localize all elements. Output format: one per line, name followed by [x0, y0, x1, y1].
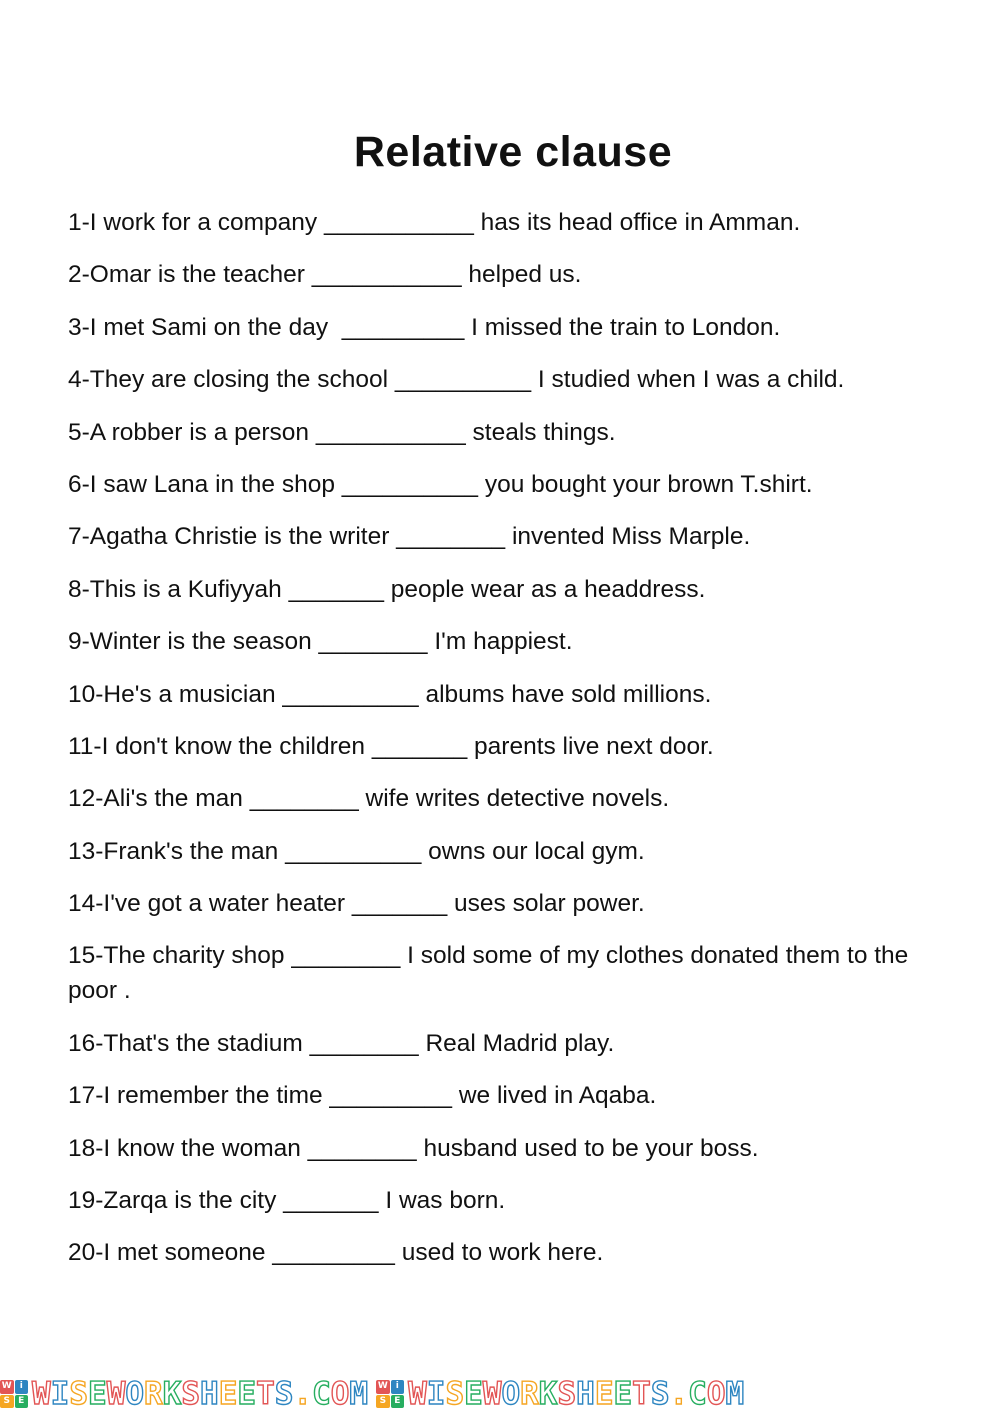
sentence-11: 11-I don't know the children _______ parents live next door.	[68, 732, 714, 760]
sentence-2: 2-Omar is the teacher ___________ helped us.	[68, 261, 582, 289]
sentence-18: 18-I know the woman ________ husband used to be your boss.	[68, 1134, 759, 1162]
logo-letter: S	[0, 1395, 14, 1409]
sentence-14: 14-I've got a water heater _______ uses solar power.	[68, 890, 645, 918]
logo-letter: W	[376, 1380, 390, 1394]
logo-letter: E	[15, 1395, 29, 1409]
sentence-list	[68, 205, 958, 1288]
sentence-17: 17-I remember the time _________ we lived in Aqaba.	[68, 1082, 657, 1110]
brand-text: WISEWORKSHEETS.COM	[408, 1376, 745, 1412]
brand-logo-icon	[0, 1380, 28, 1408]
sentence-10: 10-He's a musician __________ albums have sold millions.	[68, 680, 712, 708]
brand-watermark	[0, 1376, 368, 1412]
sentence-8: 8-This is a Kufiyyah _______ people wear as a headdress.	[68, 575, 706, 603]
sentence-3: 3-I met Sami on the day _________ I missed the train to London.	[68, 313, 781, 341]
brand-text: WISEWORKSHEETS.COM	[32, 1376, 369, 1412]
sentence-5: 5-A robber is a person ___________ steals things.	[68, 418, 616, 446]
sentence-1: 1-I work for a company ___________ has its head office in Amman.	[68, 209, 801, 236]
brand-logo-icon	[376, 1380, 404, 1408]
sentence-16: 16-That's the stadium ________ Real Madrid play.	[68, 1029, 615, 1057]
sentence-12: 12-Ali's the man ________ wife writes detective novels.	[68, 785, 670, 813]
logo-letter: W	[0, 1380, 14, 1394]
logo-letter: i	[391, 1380, 405, 1394]
sentence-20: 20-I met someone _________ used to work here.	[68, 1239, 604, 1267]
logo-letter: E	[391, 1395, 405, 1409]
worksheet-title: Relative clause	[353, 128, 673, 176]
sentence-13: 13-Frank's the man __________ owns our local gym.	[68, 837, 645, 865]
sentence-9: 9-Winter is the season ________ I'm happiest.	[68, 628, 573, 656]
logo-letter: S	[376, 1395, 390, 1409]
sentence-15: 15-The charity shop ________ I sold some of my clothes donated them to the poor .	[68, 942, 916, 1005]
sentence-7: 7-Agatha Christie is the writer ________ invented Miss Marple.	[68, 523, 751, 551]
sentence-19: 19-Zarqa is the city _______ I was born.	[68, 1187, 506, 1215]
sentence-4: 4-They are closing the school __________ I studied when I was a child.	[68, 366, 845, 394]
sentence-6: 6-I saw Lana in the shop __________ you bought your brown T.shirt.	[68, 470, 813, 498]
footer-watermark	[0, 1376, 1000, 1412]
logo-letter: i	[15, 1380, 29, 1394]
brand-watermark	[376, 1376, 744, 1412]
